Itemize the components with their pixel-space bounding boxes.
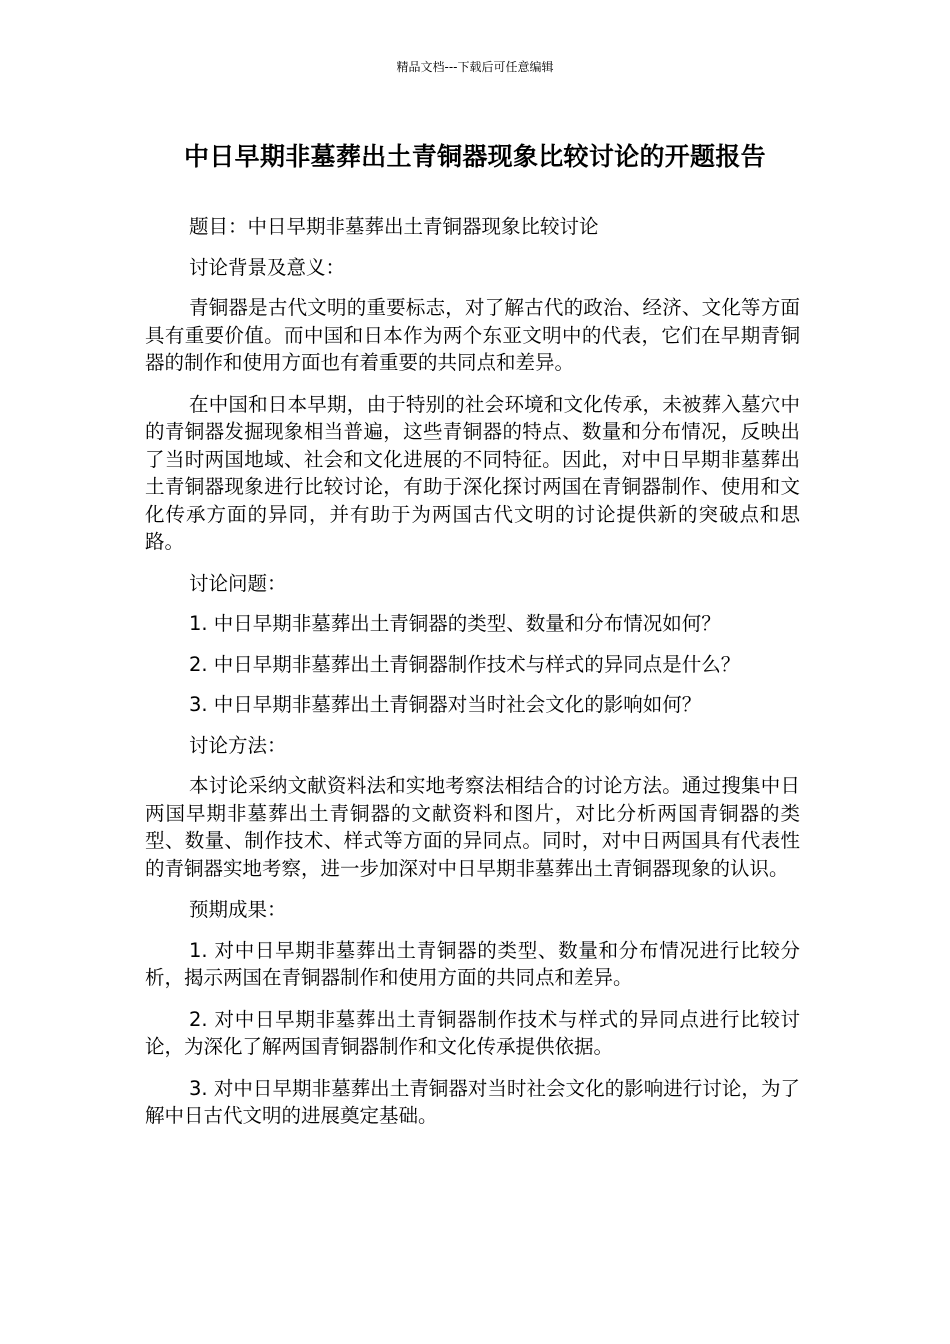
- result-item-1: 1. 对中日早期非墓葬出土青铜器的类型、数量和分布情况进行比较分析，揭示两国在青铜器制作和使用方面的共同点和差异。: [145, 938, 800, 989]
- document-body: [145, 213, 800, 1144]
- section-heading-background: 讨论背景及意义：: [189, 255, 346, 279]
- result-item-2: 2. 对中日早期非墓葬出土青铜器制作技术与样式的异同点进行比较讨论，为深化了解两国青铜器制作和文化传承提供依据。: [145, 1007, 800, 1058]
- topic-line: 题目：中日早期非墓葬出土青铜器现象比较讨论: [189, 215, 599, 238]
- background-paragraph-2: 在中国和日本早期，由于特别的社会环境和文化传承，未被葬入墓穴中的青铜器发掘现象相当普遍，这些青铜器的特点、数量和分布情况，反映出了当时两国地域、社会和文化进展的不同特征。因此，对中日早期非墓葬出土青铜器现象进行比较讨论，有助于深化探讨两国在青铜器制作、使用和文化传承方面的异同，并有助于为两国古代文明的讨论提供新的突破点和思路。: [145, 392, 800, 553]
- question-item-1: 1. 中日早期非墓葬出土青铜器的类型、数量和分布情况如何？: [189, 612, 721, 635]
- question-item-2: 2. 中日早期非墓葬出土青铜器制作技术与样式的异同点是什么？: [189, 652, 741, 676]
- section-heading-results: 预期成果：: [189, 898, 287, 921]
- methods-paragraph: 本讨论采纳文献资料法和实地考察法相结合的讨论方法。通过搜集中日两国早期非墓葬出土青铜器的文献资料和图片，对比分析两国青铜器的类型、数量、制作技术、样式等方面的异同点。同时，对中日两国具有代表性的青铜器实地考察，进一步加深对中日早期非墓葬出土青铜器现象的认识。: [145, 774, 800, 880]
- section-heading-methods: 讨论方法：: [189, 733, 287, 757]
- result-item-3: 3. 对中日早期非墓葬出土青铜器对当时社会文化的影响进行讨论，为了解中日古代文明的进展奠定基础。: [145, 1076, 800, 1127]
- document-title: 中日早期非墓葬出土青铜器现象比较讨论的开题报告: [184, 142, 766, 171]
- section-heading-questions: 讨论问题：: [189, 571, 287, 595]
- question-item-3: 3. 中日早期非墓葬出土青铜器对当时社会文化的影响如何？: [189, 693, 702, 716]
- background-paragraph-1: 青铜器是古代文明的重要标志，对了解古代的政治、经济、文化等方面具有重要价值。而中国和日本作为两个东亚文明中的代表，它们在早期青铜器的制作和使用方面也有着重要的共同点和差异。: [145, 296, 800, 374]
- header-note: 精品文档---下载后可任意编辑: [396, 60, 554, 74]
